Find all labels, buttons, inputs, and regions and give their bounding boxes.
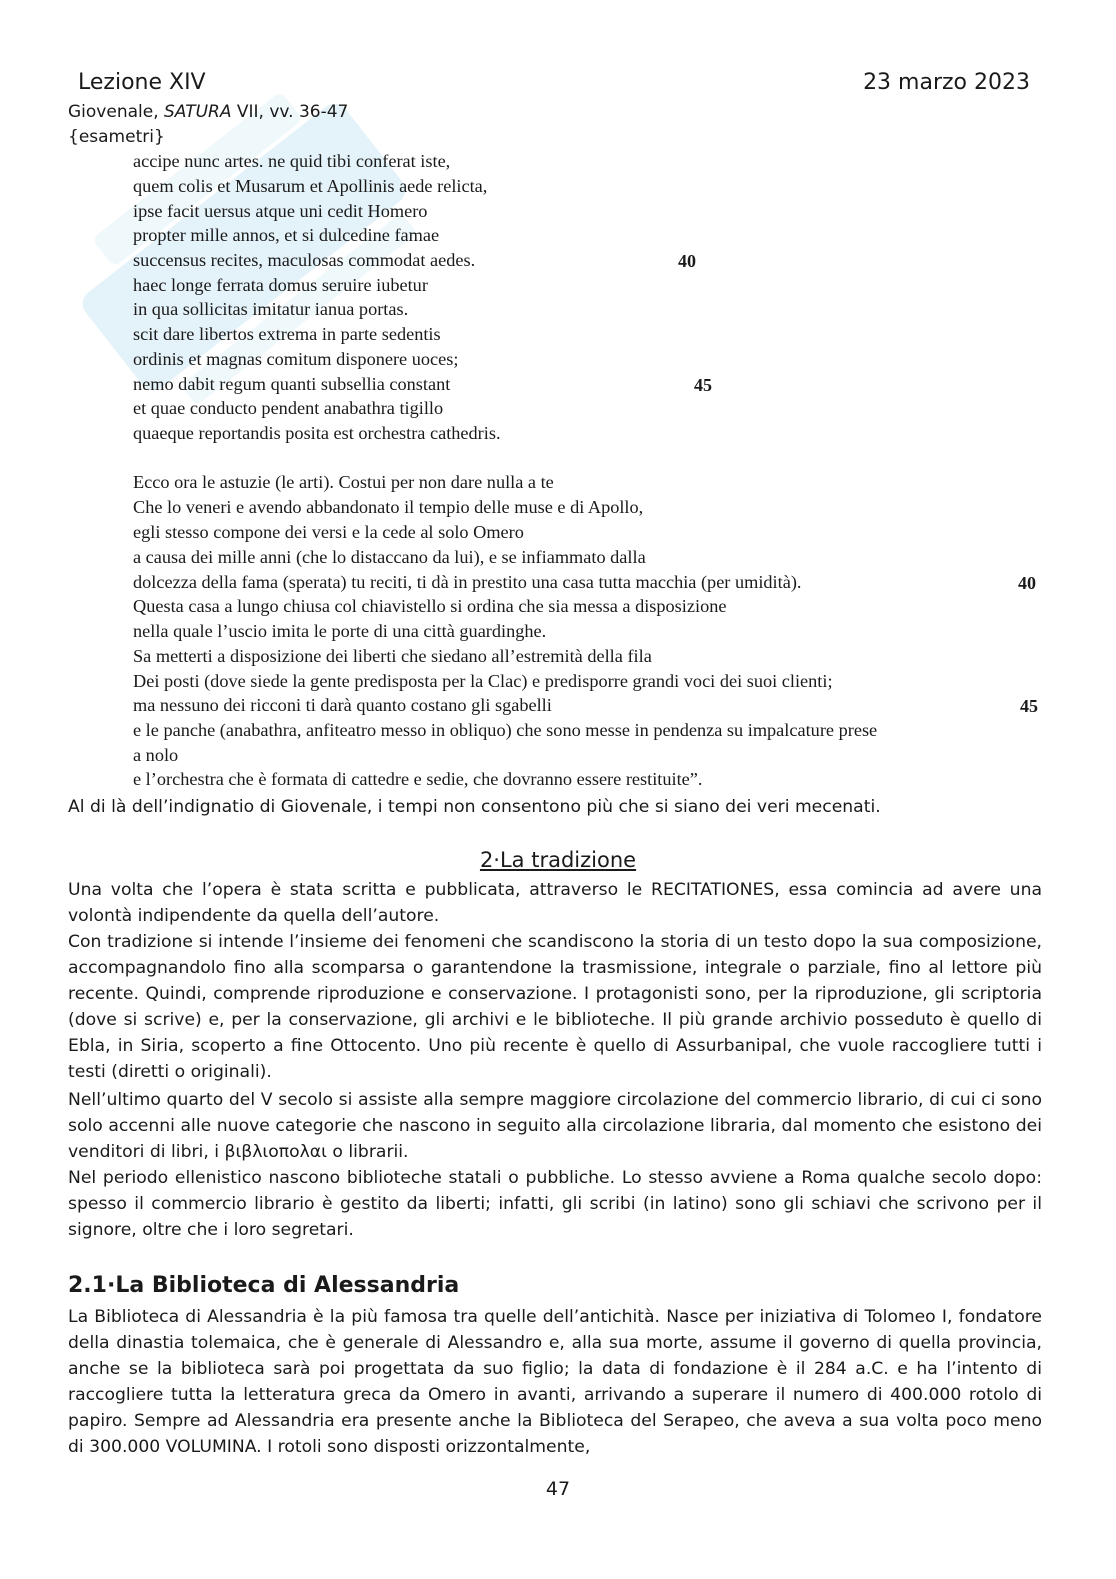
latin-verse: quem colis et Musarum et Apollinis aede relicta, (133, 176, 488, 196)
latin-verse: ipse facit uersus atque uni cedit Homero (133, 201, 428, 221)
paragraph: Nell’ultimo quarto del V secolo si assiste alla sempre maggiore circolazione del commercio librario, di cui ci sono solo accenni alle nuove categorie che nascono in seguito alla circolazione libraria, dal momento che esistono dei venditori di libri, i βιβλιοπολαι o librarii. (68, 1090, 1042, 1162)
paragraph: La Biblioteca di Alessandria è la più famosa tra quelle dell’antichità. Nasce per iniziativa di Tolomeo I, fondatore della dinastia tolemaica, che è generale di Alessandro e, alla sua morte, assume il governo di quella provincia, anche se la biblioteca sarà poi progettata da suo figlio; la data di fondazione è il 284 a.C. e ha l’intento di raccogliere tutta la letteratura greca da Omero in avanti, arrivando a superare il numero di 400.000 rotolo di papiro. Sempre ad Alessandria era presente anche la Biblioteca del Serapeo, che aveva a sua volta poco meno di 300.000 VOLUMINA. I rotoli sono disposti orizzontalmente, (68, 1307, 1042, 1457)
paragraph: Una volta che l’opera è stata scritta e pubblicata, attraverso le RECITATIONES, essa comincia ad avere una volontà indipendente da quella dell’autore. (68, 880, 1042, 926)
latin-verse: ordinis et magnas comitum disponere uoces; (133, 349, 459, 369)
translation-line: egli stesso compone dei versi e la cede al solo Omero (133, 522, 524, 542)
latin-verse: in qua sollicitas imitatur ianua portas. (133, 299, 409, 319)
source-meter: {esametri} (68, 127, 165, 147)
section-heading-biblioteca: 2.1·La Biblioteca di Alessandria (68, 1273, 460, 1298)
translation-line: a nolo (133, 745, 179, 765)
paragraph: Con tradizione si intende l’insieme dei fenomeni che scandiscono la storia di un testo dopo la sua composizione, accompagnandolo fino alla scomparsa o garantendone la trasmissione, integrale o parziale, fino al lettore più recente. Quindi, comprende riproduzione e conservazione. I protagonisti sono, per la riproduzione, gli scriptoria (dove si scrive) e, per la conservazione, gli archivi e le biblioteche. Il più grande archivio posseduto è quello di Ebla, in Siria, scoperto a fine Ottocento. Uno più recente è quello di Assurbanipal, che vuole raccogliere tutti i testi (diretti o originali). (68, 932, 1042, 1082)
latin-verse: nemo dabit regum quanti subsellia constant (133, 374, 451, 394)
source-work: SATURA (164, 102, 232, 122)
verse-number-45: 45 (694, 375, 712, 395)
translation-line: Che lo veneri e avendo abbandonato il tempio delle muse e di Apollo, (133, 497, 644, 517)
translation-line: Dei posti (dove siede la gente predisposta per la Clac) e predisporre grandi voci dei suoi clienti; (133, 671, 833, 691)
latin-verse: et quae conducto pendent anabathra tigillo (133, 398, 444, 418)
latin-verse: quaeque reportandis posita est orchestra cathedris. (133, 423, 501, 443)
source-verses: VII, vv. 36-47 (236, 102, 349, 122)
lesson-date: 23 marzo 2023 (863, 70, 1030, 95)
paragraph: Nel periodo ellenistico nascono biblioteche statali o pubbliche. Lo stesso avviene a Roma qualche secolo dopo: spesso il commercio librario è gestito da liberti; infatti, gli scribi (in latino) sono gli schiavi che scrivono per il signore, oltre che i loro segretari. (68, 1168, 1042, 1240)
translation-line: e l’orchestra che è formata di cattedre e sedie, che dovranno essere restituite”. (133, 769, 703, 789)
translation-number-40: 40 (1018, 573, 1036, 593)
conclusion-text: Al di là dell’indignatio di Giovenale, i tempi non consentono più che si siano dei veri mecenati. (68, 797, 881, 817)
latin-verse: propter mille annos, et si dulcedine famae (133, 225, 440, 245)
latin-verse: succensus recites, maculosas commodat aedes. (133, 250, 476, 270)
latin-verse: accipe nunc artes. ne quid tibi conferat iste, (133, 151, 451, 171)
verse-number-40: 40 (678, 251, 696, 271)
source-citation (68, 102, 348, 122)
translation-line: ma nessuno dei ricconi ti darà quanto costano gli sgabelli (133, 695, 552, 715)
section-heading-tradizione: 2·La tradizione (479, 848, 637, 872)
page-number: 47 (545, 1478, 571, 1500)
translation-line: a causa dei mille anni (che lo distaccano da lui), e se infiammato dalla (133, 547, 646, 567)
translation-line: Sa metterti a disposizione dei liberti che siedano all’estremità della fila (133, 646, 652, 666)
latin-verse: scit dare libertos extrema in parte sedentis (133, 324, 441, 344)
latin-verse: haec longe ferrata domus seruire iubetur (133, 275, 428, 295)
translation-number-45: 45 (1020, 696, 1038, 716)
translation-line: nella quale l’uscio imita le porte di una città guardinghe. (133, 621, 547, 641)
translation-line: dolcezza della fama (sperata) tu reciti, ti dà in prestito una casa tutta macchia (per umidità). (133, 572, 802, 592)
lesson-label: Lezione XIV (78, 70, 206, 95)
source-author: Giovenale, (68, 102, 159, 122)
translation-line: e le panche (anabathra, anfiteatro messo in obliquo) che sono messe in pendenza su impalcature prese (133, 720, 878, 740)
translation-line: Questa casa a lungo chiusa col chiavistello si ordina che sia messa a disposizione (133, 596, 727, 616)
translation-line: Ecco ora le astuzie (le arti). Costui per non dare nulla a te (133, 472, 554, 492)
